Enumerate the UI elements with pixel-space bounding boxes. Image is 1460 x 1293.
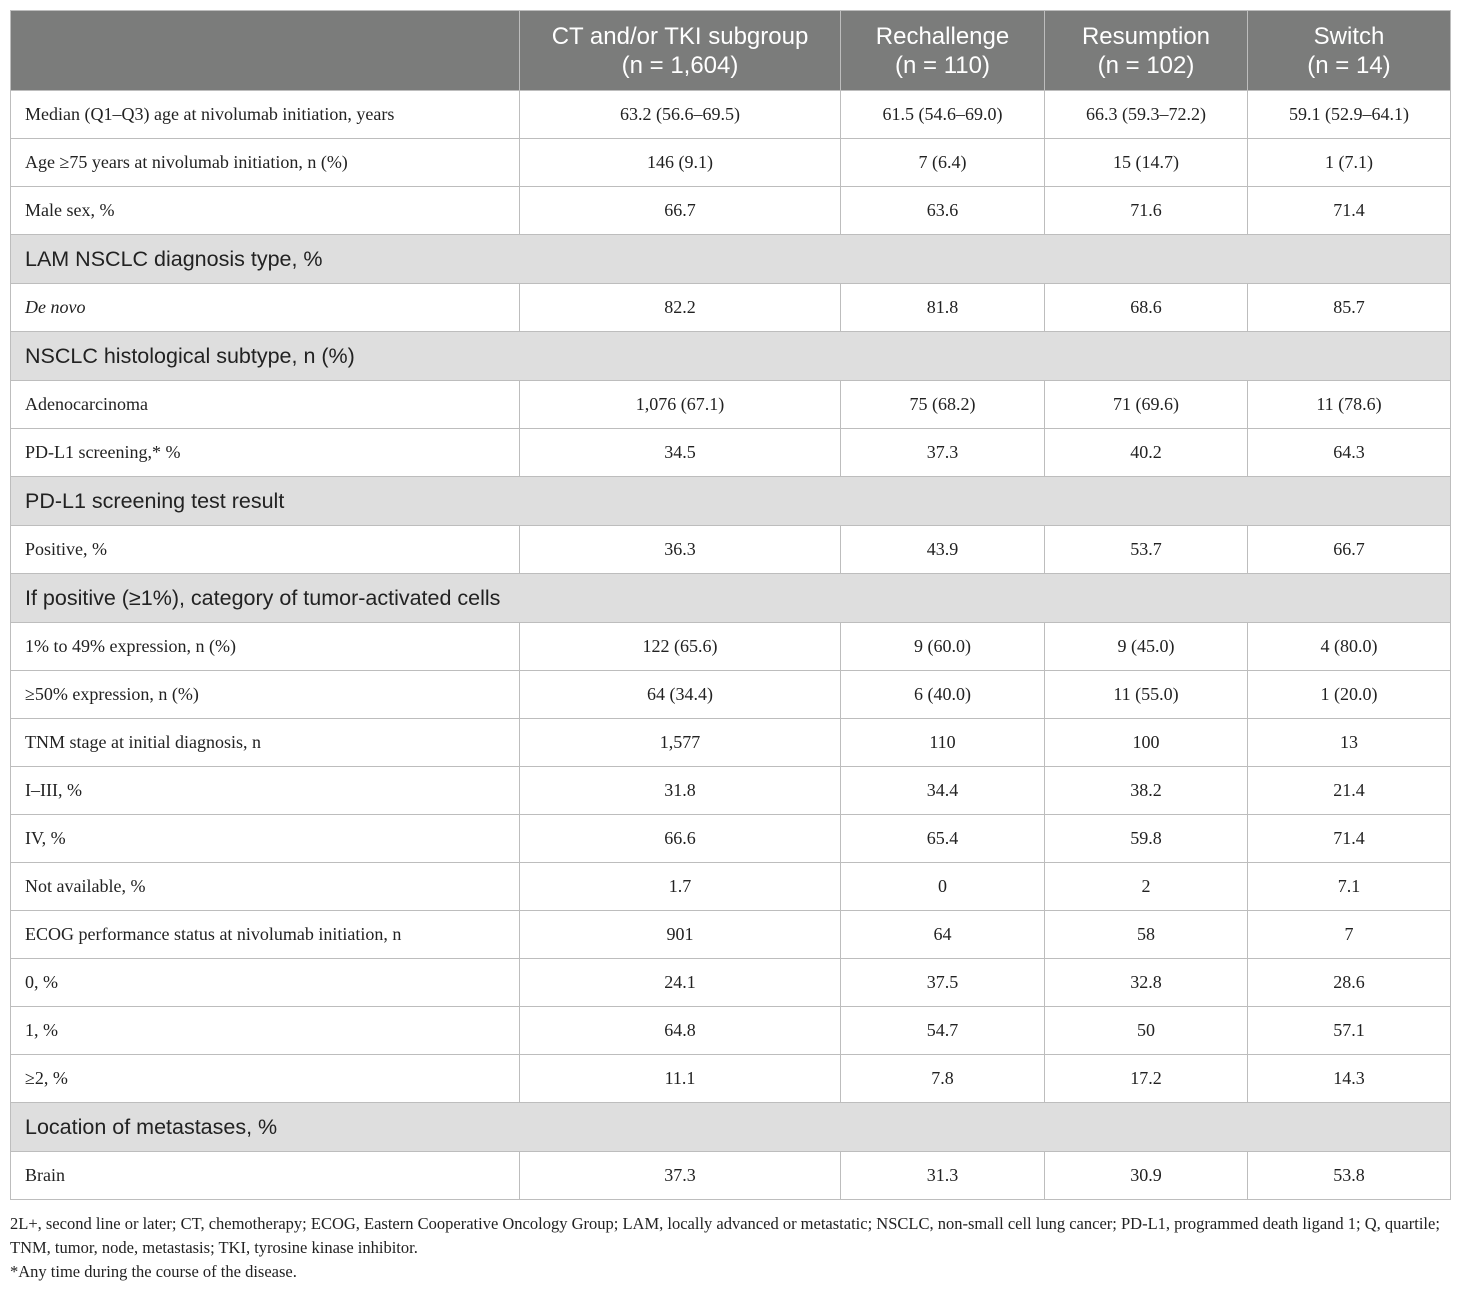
resumption-value: 100 <box>1045 719 1248 767</box>
rechallenge-value: 9 (60.0) <box>841 623 1045 671</box>
rechallenge-value: 54.7 <box>841 1007 1045 1055</box>
header-ct-tki-subgroup <box>520 11 841 91</box>
ct-tki-value: 63.2 (56.6–69.5) <box>520 91 841 139</box>
header-line: CT and/or TKI subgroup <box>551 22 809 50</box>
row-label: ≥50% expression, n (%) <box>11 671 520 719</box>
resumption-value: 9 (45.0) <box>1045 623 1248 671</box>
section-header-row <box>11 1103 1451 1152</box>
section-header-label: PD-L1 screening test result <box>11 477 1451 526</box>
resumption-value: 53.7 <box>1045 526 1248 574</box>
switch-value: 1 (20.0) <box>1248 671 1451 719</box>
baseline-characteristics-table-container <box>10 10 1450 1200</box>
rechallenge-value: 64 <box>841 911 1045 959</box>
row-label: PD-L1 screening,* % <box>11 429 520 477</box>
baseline-characteristics-table <box>10 10 1451 1200</box>
table-row <box>11 863 1451 911</box>
resumption-value: 38.2 <box>1045 767 1248 815</box>
table-row <box>11 959 1451 1007</box>
switch-value: 28.6 <box>1248 959 1451 1007</box>
switch-value: 1 (7.1) <box>1248 139 1451 187</box>
header-line: (n = 1,604) <box>621 51 739 79</box>
ct-tki-value: 1,076 (67.1) <box>520 381 841 429</box>
rechallenge-value: 81.8 <box>841 284 1045 332</box>
section-header-row <box>11 235 1451 284</box>
row-label: Male sex, % <box>11 187 520 235</box>
row-label: 0, % <box>11 959 520 1007</box>
table-row <box>11 526 1451 574</box>
resumption-value: 30.9 <box>1045 1152 1248 1200</box>
resumption-value: 59.8 <box>1045 815 1248 863</box>
header-line: (n = 102) <box>1097 51 1195 79</box>
resumption-value: 68.6 <box>1045 284 1248 332</box>
section-header-label: Location of metastases, % <box>11 1103 1451 1152</box>
abbreviations-footnote: 2L+, second line or later; CT, chemotherapy; ECOG, Eastern Cooperative Oncology Group; LAM, locally advanced or metastatic; NSCLC, non-small cell lung cancer; PD-L1, programmed death ligand 1; Q, quartile; TNM, tumor, node, metastasis; TKI, tyrosine kinase inhibitor. <box>10 1214 1440 1257</box>
switch-value: 85.7 <box>1248 284 1451 332</box>
resumption-value: 2 <box>1045 863 1248 911</box>
switch-value: 71.4 <box>1248 815 1451 863</box>
rechallenge-value: 63.6 <box>841 187 1045 235</box>
table-row <box>11 187 1451 235</box>
switch-value: 66.7 <box>1248 526 1451 574</box>
resumption-value: 40.2 <box>1045 429 1248 477</box>
switch-value: 64.3 <box>1248 429 1451 477</box>
header-line: Resumption <box>1081 22 1211 50</box>
row-label: Age ≥75 years at nivolumab initiation, n (%) <box>11 139 520 187</box>
header-resumption <box>1045 11 1248 91</box>
row-label: Positive, % <box>11 526 520 574</box>
ct-tki-value: 64 (34.4) <box>520 671 841 719</box>
switch-value: 71.4 <box>1248 187 1451 235</box>
header-line: Switch <box>1313 22 1385 50</box>
ct-tki-value: 1.7 <box>520 863 841 911</box>
resumption-value: 66.3 (59.3–72.2) <box>1045 91 1248 139</box>
switch-value: 59.1 (52.9–64.1) <box>1248 91 1451 139</box>
row-label: Not available, % <box>11 863 520 911</box>
row-label: 1, % <box>11 1007 520 1055</box>
table-body <box>11 91 1451 1200</box>
ct-tki-value: 66.6 <box>520 815 841 863</box>
section-header-label: If positive (≥1%), category of tumor-activated cells <box>11 574 1451 623</box>
ct-tki-value: 901 <box>520 911 841 959</box>
row-label: Median (Q1–Q3) age at nivolumab initiation, years <box>11 91 520 139</box>
switch-value: 13 <box>1248 719 1451 767</box>
resumption-value: 11 (55.0) <box>1045 671 1248 719</box>
table-row <box>11 623 1451 671</box>
rechallenge-value: 31.3 <box>841 1152 1045 1200</box>
rechallenge-value: 6 (40.0) <box>841 671 1045 719</box>
switch-value: 14.3 <box>1248 1055 1451 1103</box>
row-label: ≥2, % <box>11 1055 520 1103</box>
table-row <box>11 1055 1451 1103</box>
ct-tki-value: 122 (65.6) <box>520 623 841 671</box>
switch-value: 4 (80.0) <box>1248 623 1451 671</box>
switch-value: 7.1 <box>1248 863 1451 911</box>
resumption-value: 58 <box>1045 911 1248 959</box>
rechallenge-value: 43.9 <box>841 526 1045 574</box>
switch-value: 57.1 <box>1248 1007 1451 1055</box>
ct-tki-value: 24.1 <box>520 959 841 1007</box>
header-rechallenge <box>841 11 1045 91</box>
switch-value: 11 (78.6) <box>1248 381 1451 429</box>
section-header-row <box>11 332 1451 381</box>
ct-tki-value: 146 (9.1) <box>520 139 841 187</box>
row-label: 1% to 49% expression, n (%) <box>11 623 520 671</box>
rechallenge-value: 7 (6.4) <box>841 139 1045 187</box>
row-label: Adenocarcinoma <box>11 381 520 429</box>
header-line: (n = 110) <box>895 51 990 79</box>
ct-tki-value: 1,577 <box>520 719 841 767</box>
table-row <box>11 719 1451 767</box>
rechallenge-value: 61.5 (54.6–69.0) <box>841 91 1045 139</box>
section-header-row <box>11 477 1451 526</box>
header-switch <box>1248 11 1451 91</box>
header-line: Rechallenge <box>875 22 1010 50</box>
ct-tki-value: 64.8 <box>520 1007 841 1055</box>
rechallenge-value: 7.8 <box>841 1055 1045 1103</box>
rechallenge-value: 34.4 <box>841 767 1045 815</box>
switch-value: 7 <box>1248 911 1451 959</box>
rechallenge-value: 37.3 <box>841 429 1045 477</box>
row-label: IV, % <box>11 815 520 863</box>
table-row <box>11 911 1451 959</box>
header-line: (n = 14) <box>1307 51 1391 79</box>
resumption-value: 15 (14.7) <box>1045 139 1248 187</box>
ct-tki-value: 11.1 <box>520 1055 841 1103</box>
row-label: ECOG performance status at nivolumab initiation, n <box>11 911 520 959</box>
rechallenge-value: 0 <box>841 863 1045 911</box>
ct-tki-value: 66.7 <box>520 187 841 235</box>
table-header-row <box>11 11 1451 91</box>
ct-tki-value: 82.2 <box>520 284 841 332</box>
table-footnotes <box>10 1212 1450 1284</box>
header-empty-cell <box>11 11 520 91</box>
asterisk-footnote: *Any time during the course of the disease. <box>10 1262 297 1281</box>
ct-tki-value: 37.3 <box>520 1152 841 1200</box>
section-header-label: LAM NSCLC diagnosis type, % <box>11 235 1451 284</box>
table-row <box>11 381 1451 429</box>
section-header-row <box>11 574 1451 623</box>
row-label: TNM stage at initial diagnosis, n <box>11 719 520 767</box>
switch-value: 53.8 <box>1248 1152 1451 1200</box>
table-row <box>11 91 1451 139</box>
section-header-label: NSCLC histological subtype, n (%) <box>11 332 1451 381</box>
table-row <box>11 1152 1451 1200</box>
table-row <box>11 284 1451 332</box>
resumption-value: 71.6 <box>1045 187 1248 235</box>
rechallenge-value: 75 (68.2) <box>841 381 1045 429</box>
rechallenge-value: 37.5 <box>841 959 1045 1007</box>
table-row <box>11 139 1451 187</box>
ct-tki-value: 31.8 <box>520 767 841 815</box>
switch-value: 21.4 <box>1248 767 1451 815</box>
table-row <box>11 671 1451 719</box>
resumption-value: 50 <box>1045 1007 1248 1055</box>
resumption-value: 32.8 <box>1045 959 1248 1007</box>
row-label: Brain <box>11 1152 520 1200</box>
resumption-value: 17.2 <box>1045 1055 1248 1103</box>
table-row <box>11 429 1451 477</box>
rechallenge-value: 65.4 <box>841 815 1045 863</box>
table-row <box>11 767 1451 815</box>
table-row <box>11 1007 1451 1055</box>
rechallenge-value: 110 <box>841 719 1045 767</box>
ct-tki-value: 36.3 <box>520 526 841 574</box>
row-label: De novo <box>11 284 520 332</box>
resumption-value: 71 (69.6) <box>1045 381 1248 429</box>
ct-tki-value: 34.5 <box>520 429 841 477</box>
table-row <box>11 815 1451 863</box>
row-label: I–III, % <box>11 767 520 815</box>
